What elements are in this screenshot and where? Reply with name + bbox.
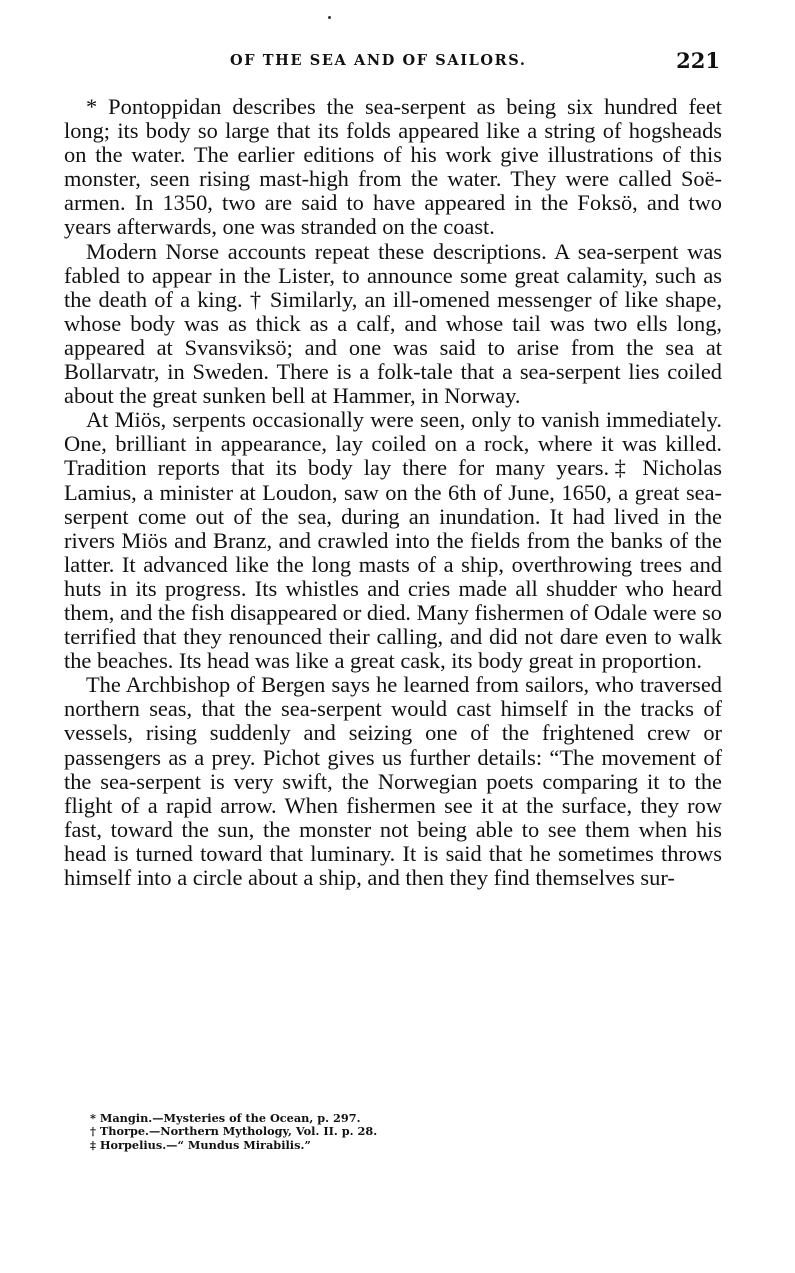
footnote: * Mangin.—Mysteries of the Ocean, p. 297. — [90, 1111, 361, 1125]
paragraph-pontoppidan: * Pontoppidan describes the sea-serpent as being six hundred feet long; its body so large that its folds appeared like a string of hogsheads on the water. The earlier editions of his work give illustrations of this monster, seen rising mast-high from the water. They were called Soë-armen. In 1350, two are said to have appeared in the Foksö, and two years afterwards, one was stranded on the coast. — [64, 94, 722, 240]
body-text — [64, 95, 722, 890]
print-speck — [328, 16, 331, 19]
paragraph-modern-norse: Modern Norse accounts repeat these descriptions. A sea-serpent was fabled to appear in the Lister, to announce some great calamity, such as the death of a king. † Similarly, an ill-omened messenger of like shape, whose body was as thick as a calf, and whose tail was two ells long, appeared at Svansviksö; and one was said to arise from the sea at Bollarvatr, in Sweden. There is a folk-tale that a sea-serpent lies coiled about the great sunken bell at Hammer, in Norway. — [64, 238, 722, 409]
footnotes — [90, 1112, 377, 1152]
running-head — [64, 50, 722, 74]
footnote: ‡ Horpelius.—“ Mundus Mirabilis.” — [90, 1137, 311, 1152]
paragraph-archbishop: The Archbishop of Bergen says he learned from sailors, who traversed northern seas, that the sea-serpent would cast himself in the tracks of vessels, rising suddenly and seizing one of the frightened crew or passengers as a prey. Pichot gives us further details: “The movement of the sea-serpent is very swift, the Norwegian poets comparing it to the flight of a rapid arrow. When fishermen see it at the surface, they row fast, toward the sun, the monster not being able to see them when his head is turned toward that luminary. It is said that he sometimes throws himself into a circle about a ship, and then they find themselves sur- — [64, 672, 722, 890]
running-head-title: OF THE SEA AND OF SAILORS. — [230, 52, 527, 69]
paragraph-mios: At Miös, serpents occasionally were seen, only to vanish immediately. One, brilliant in appearance, lay coiled on a rock, where it was killed. Tradition reports that its body lay there for many years.‡ Nicholas Lamius, a minister at Loudon, saw on the 6th of June, 1650, a great sea-serpent come out of the sea, during an inundation. It had lived in the rivers Miös and Branz, and crawled into the fields from the banks of the latter. It advanced like the long masts of a ship, overthrowing trees and huts in its progress. Its whistles and cries made all shudder who heard them, and the fish disappeared or died. Many fishermen of Odale were so terrified that they renounced their calling, and did not dare even to walk the beaches. Its head was like a great cask, its body great in proportion. — [64, 407, 722, 674]
footnote: † Thorpe.—Northern Mythology, Vol. II. p. 28. — [90, 1124, 378, 1139]
page-number: 221 — [676, 48, 720, 73]
